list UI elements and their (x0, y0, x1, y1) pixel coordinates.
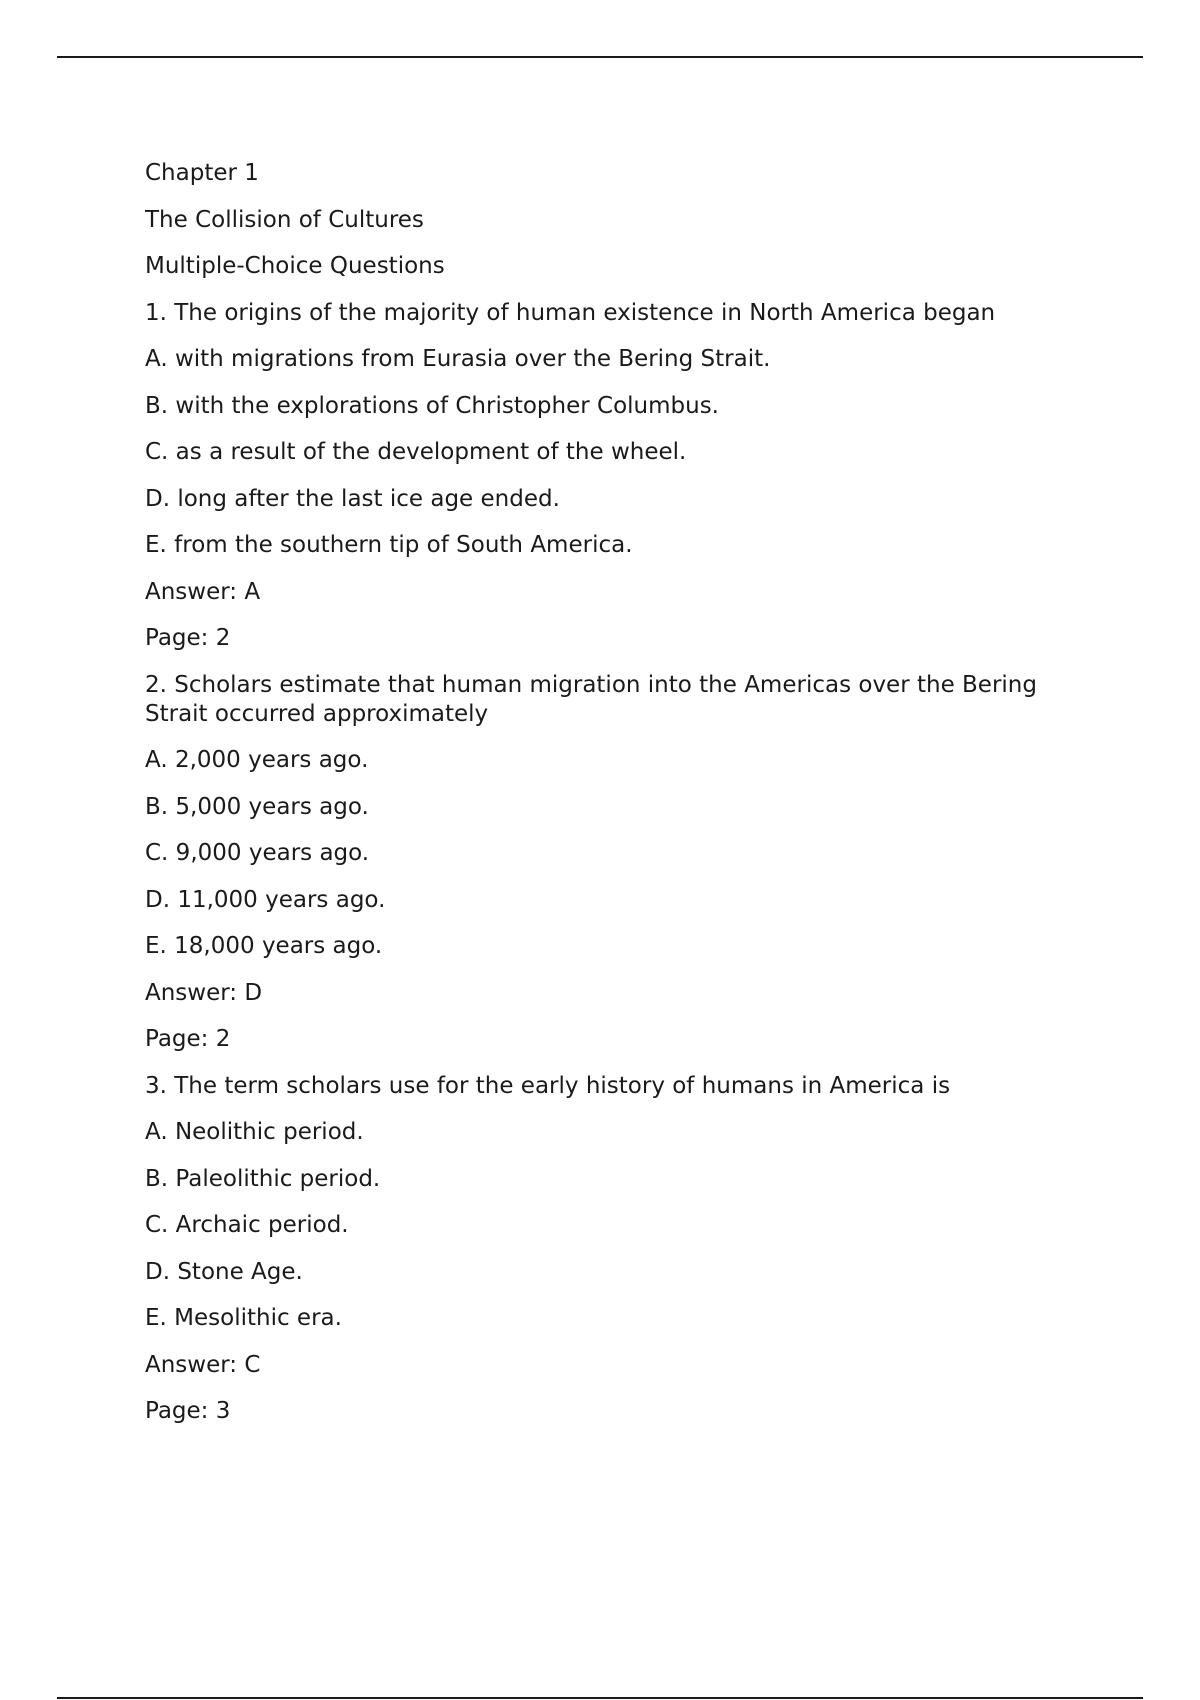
answer-key: Answer: A (145, 578, 261, 605)
chapter-label: Chapter 1 (145, 160, 259, 186)
answer-option: C. 9,000 years ago. (145, 840, 370, 866)
question-3 (145, 1072, 1095, 1427)
question-stem: 3. The term scholars use for the early history of humans in America is (145, 1072, 951, 1099)
answer-option: D. long after the last ice age ended. (145, 485, 560, 512)
bottom-rule (57, 1697, 1143, 1699)
answer-option: D. Stone Age. (145, 1258, 303, 1285)
answer-option: B. 5,000 years ago. (145, 793, 369, 820)
page-reference: Page: 2 (145, 1026, 231, 1052)
page-reference: Page: 3 (145, 1398, 231, 1424)
answer-option: A. with migrations from Eurasia over the Bering Strait. (145, 346, 771, 372)
question-2 (145, 671, 1095, 1055)
chapter-title: The Collision of Cultures (145, 206, 424, 233)
answer-option: E. from the southern tip of South America. (145, 532, 633, 558)
answer-option: A. 2,000 years ago. (145, 747, 369, 773)
top-rule (57, 56, 1143, 58)
section-heading: Multiple-Choice Questions (145, 253, 445, 279)
answer-key: Answer: D (145, 979, 263, 1006)
answer-option: B. Paleolithic period. (145, 1165, 381, 1192)
page-reference: Page: 2 (145, 625, 231, 651)
answer-option: E. Mesolithic era. (145, 1305, 342, 1331)
question-stem: 2. Scholars estimate that human migration into the Americas over the Bering Strait occurred approximately (145, 671, 1037, 727)
question-1 (145, 299, 1095, 654)
answer-option: C. Archaic period. (145, 1212, 349, 1238)
answer-option: B. with the explorations of Christopher Columbus. (145, 392, 719, 419)
document-body (145, 159, 1095, 1444)
answer-option: E. 18,000 years ago. (145, 933, 383, 959)
question-stem: 1. The origins of the majority of human existence in North America began (145, 299, 996, 326)
answer-option: A. Neolithic period. (145, 1119, 364, 1145)
answer-key: Answer: C (145, 1351, 261, 1378)
answer-option: C. as a result of the development of the wheel. (145, 439, 687, 465)
answer-option: D. 11,000 years ago. (145, 886, 386, 913)
